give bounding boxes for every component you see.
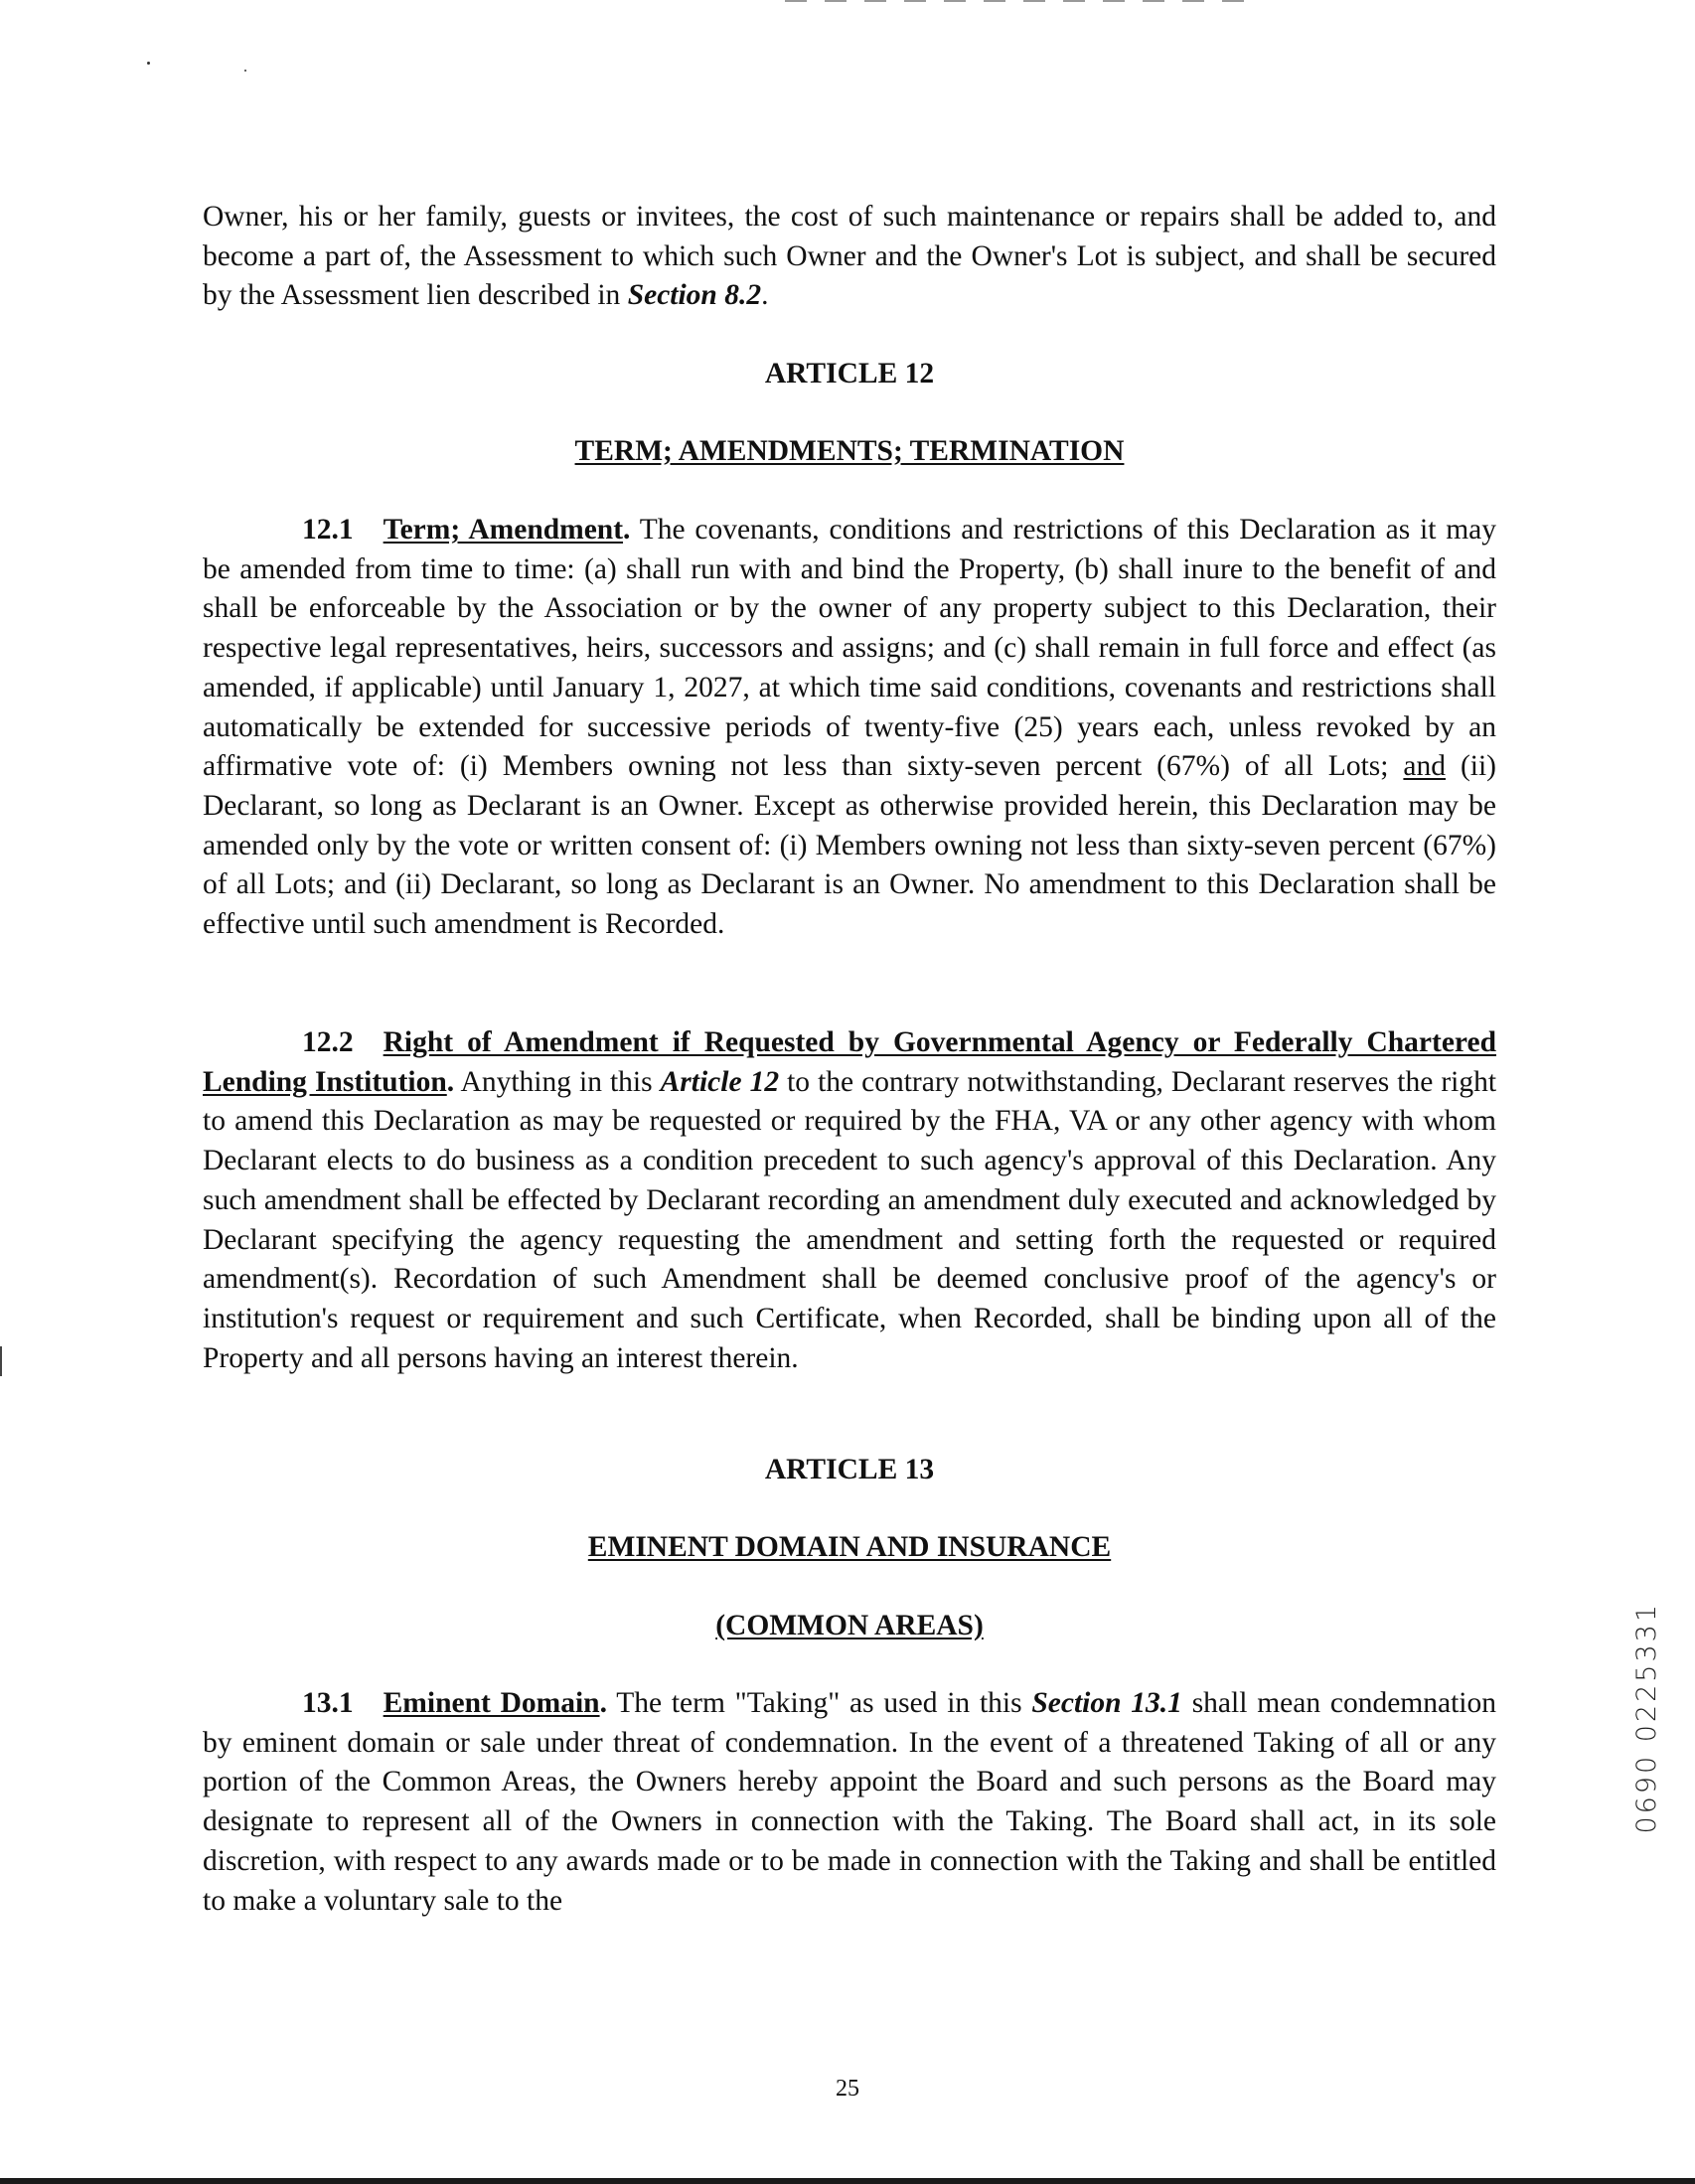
section-12-2 xyxy=(203,1023,1496,1378)
scan-speck xyxy=(147,62,150,65)
article-13-subheading xyxy=(203,1527,1496,1567)
section-title-end: . xyxy=(599,1687,607,1719)
section-text: to the contrary notwithstanding, Declarant reserves the right to amend this Declaration as may be requested or required by the FHA, VA or any other agency with whom Declarant elects to do business as a condition precedent to such agency's approval of this Declaration. Any such amendment shall be effected by Declarant recording an amendment duly executed and acknowledged by Declarant specifying the agency requesting the amendment and setting forth the requested or required amendment(s). Recordation of such Amendment shall be deemed conclusive proof of the agency's or institution's request or requirement and such Certificate, when Recorded, shall be binding upon all of the Property and all persons having an interest therein. xyxy=(203,1065,1497,1374)
section-title: Term; Amendment xyxy=(383,514,624,546)
section-text: The term "Taking" as used in this xyxy=(616,1687,1022,1719)
section-12-1 xyxy=(203,511,1496,945)
section-reference: Section 13.1 xyxy=(1031,1687,1182,1719)
scan-artifact-top xyxy=(785,0,1262,2)
continuation-text: Owner, his or her family, guests or invitees, the cost of such maintenance or repairs shall be added to, and become a part of, the Assessment to which such Owner and the Owner's Lot is subject, and shall be secured by the Assessment lien described in xyxy=(203,201,1496,312)
scan-edge-bottom xyxy=(0,2178,1695,2184)
article-13-subheading-text: EMINENT DOMAIN AND INSURANCE xyxy=(587,1531,1112,1563)
article-13-subheading-2 xyxy=(203,1606,1496,1645)
continuation-end: . xyxy=(761,279,769,312)
section-13-1 xyxy=(203,1684,1496,1921)
section-number: 13.1 xyxy=(302,1687,354,1719)
page-number: 25 xyxy=(836,2076,859,2102)
section-text: shall mean condemnation by eminent domain or sale under threat of condemnation. In the event of a threatened Taking of all or any portion of the Common Areas, the Owners hereby appoint the Board and such persons as the Board may designate to represent all of the Owners in connection with the Taking. The Board shall act, in its sole discretion, with respect to any awards made or to be made in connection with the Taking and shall be entitled to make a voluntary sale to the xyxy=(203,1687,1496,1917)
article-13-subheading-2-text: (COMMON AREAS) xyxy=(715,1610,984,1641)
article-12-subheading xyxy=(203,431,1496,471)
section-text: Anything in this xyxy=(460,1065,653,1098)
continuation-paragraph xyxy=(203,198,1496,316)
section-title-end: . xyxy=(623,514,631,546)
recording-number-stamp: 0690 0225331 xyxy=(1631,1602,1662,1834)
section-title: Right of Amendment if Requested by Governmental Agency or Federally Chartered Lending Institution xyxy=(203,1026,1496,1098)
section-number: 12.1 xyxy=(302,514,354,546)
article-12-heading: ARTICLE 12 xyxy=(764,358,935,390)
section-text: The covenants, conditions and restrictions of this Declaration as it may be amended from time to time: (a) shall run with and bind the Property, (b) shall inure to the benefit of and shall be enforceable by the Association or by the owner of any property subject to this Declaration, their respective legal representatives, heirs, successors and assigns; and (c) shall remain in full force and effect (as amended, if applicable) until January 1, 2027, at which time said conditions, covenants and restrictions shall automatically be extended for successive periods of twenty-five (25) years each, unless revoked by an affirmative vote of: (i) Members owning not less than sixty-seven percent (67%) of all Lots; xyxy=(203,514,1497,783)
scan-speck xyxy=(244,70,246,72)
scan-artifact-left xyxy=(0,1346,2,1376)
article-reference: Article 12 xyxy=(660,1065,780,1098)
section-title-end: . xyxy=(446,1065,455,1098)
section-title: Eminent Domain xyxy=(383,1687,600,1719)
article-12-subheading-text: TERM; AMENDMENTS; TERMINATION xyxy=(574,435,1125,467)
section-text: (ii) Declarant, so long as Declarant is an Owner. Except as otherwise provided herein, this Declaration may be amended only by the vote or written consent of: (i) Members owning not less than sixty-seven percent (67%) of all Lots; and (ii) Declarant, so long as Declarant is an Owner. No amendment to this Declaration shall be effective until such amendment is Recorded. xyxy=(203,750,1496,941)
section-number: 12.2 xyxy=(302,1026,354,1058)
section-reference: Section 8.2 xyxy=(627,279,762,312)
section-text-underlined: and xyxy=(1403,750,1446,783)
article-13-heading: ARTICLE 13 xyxy=(764,1454,935,1485)
